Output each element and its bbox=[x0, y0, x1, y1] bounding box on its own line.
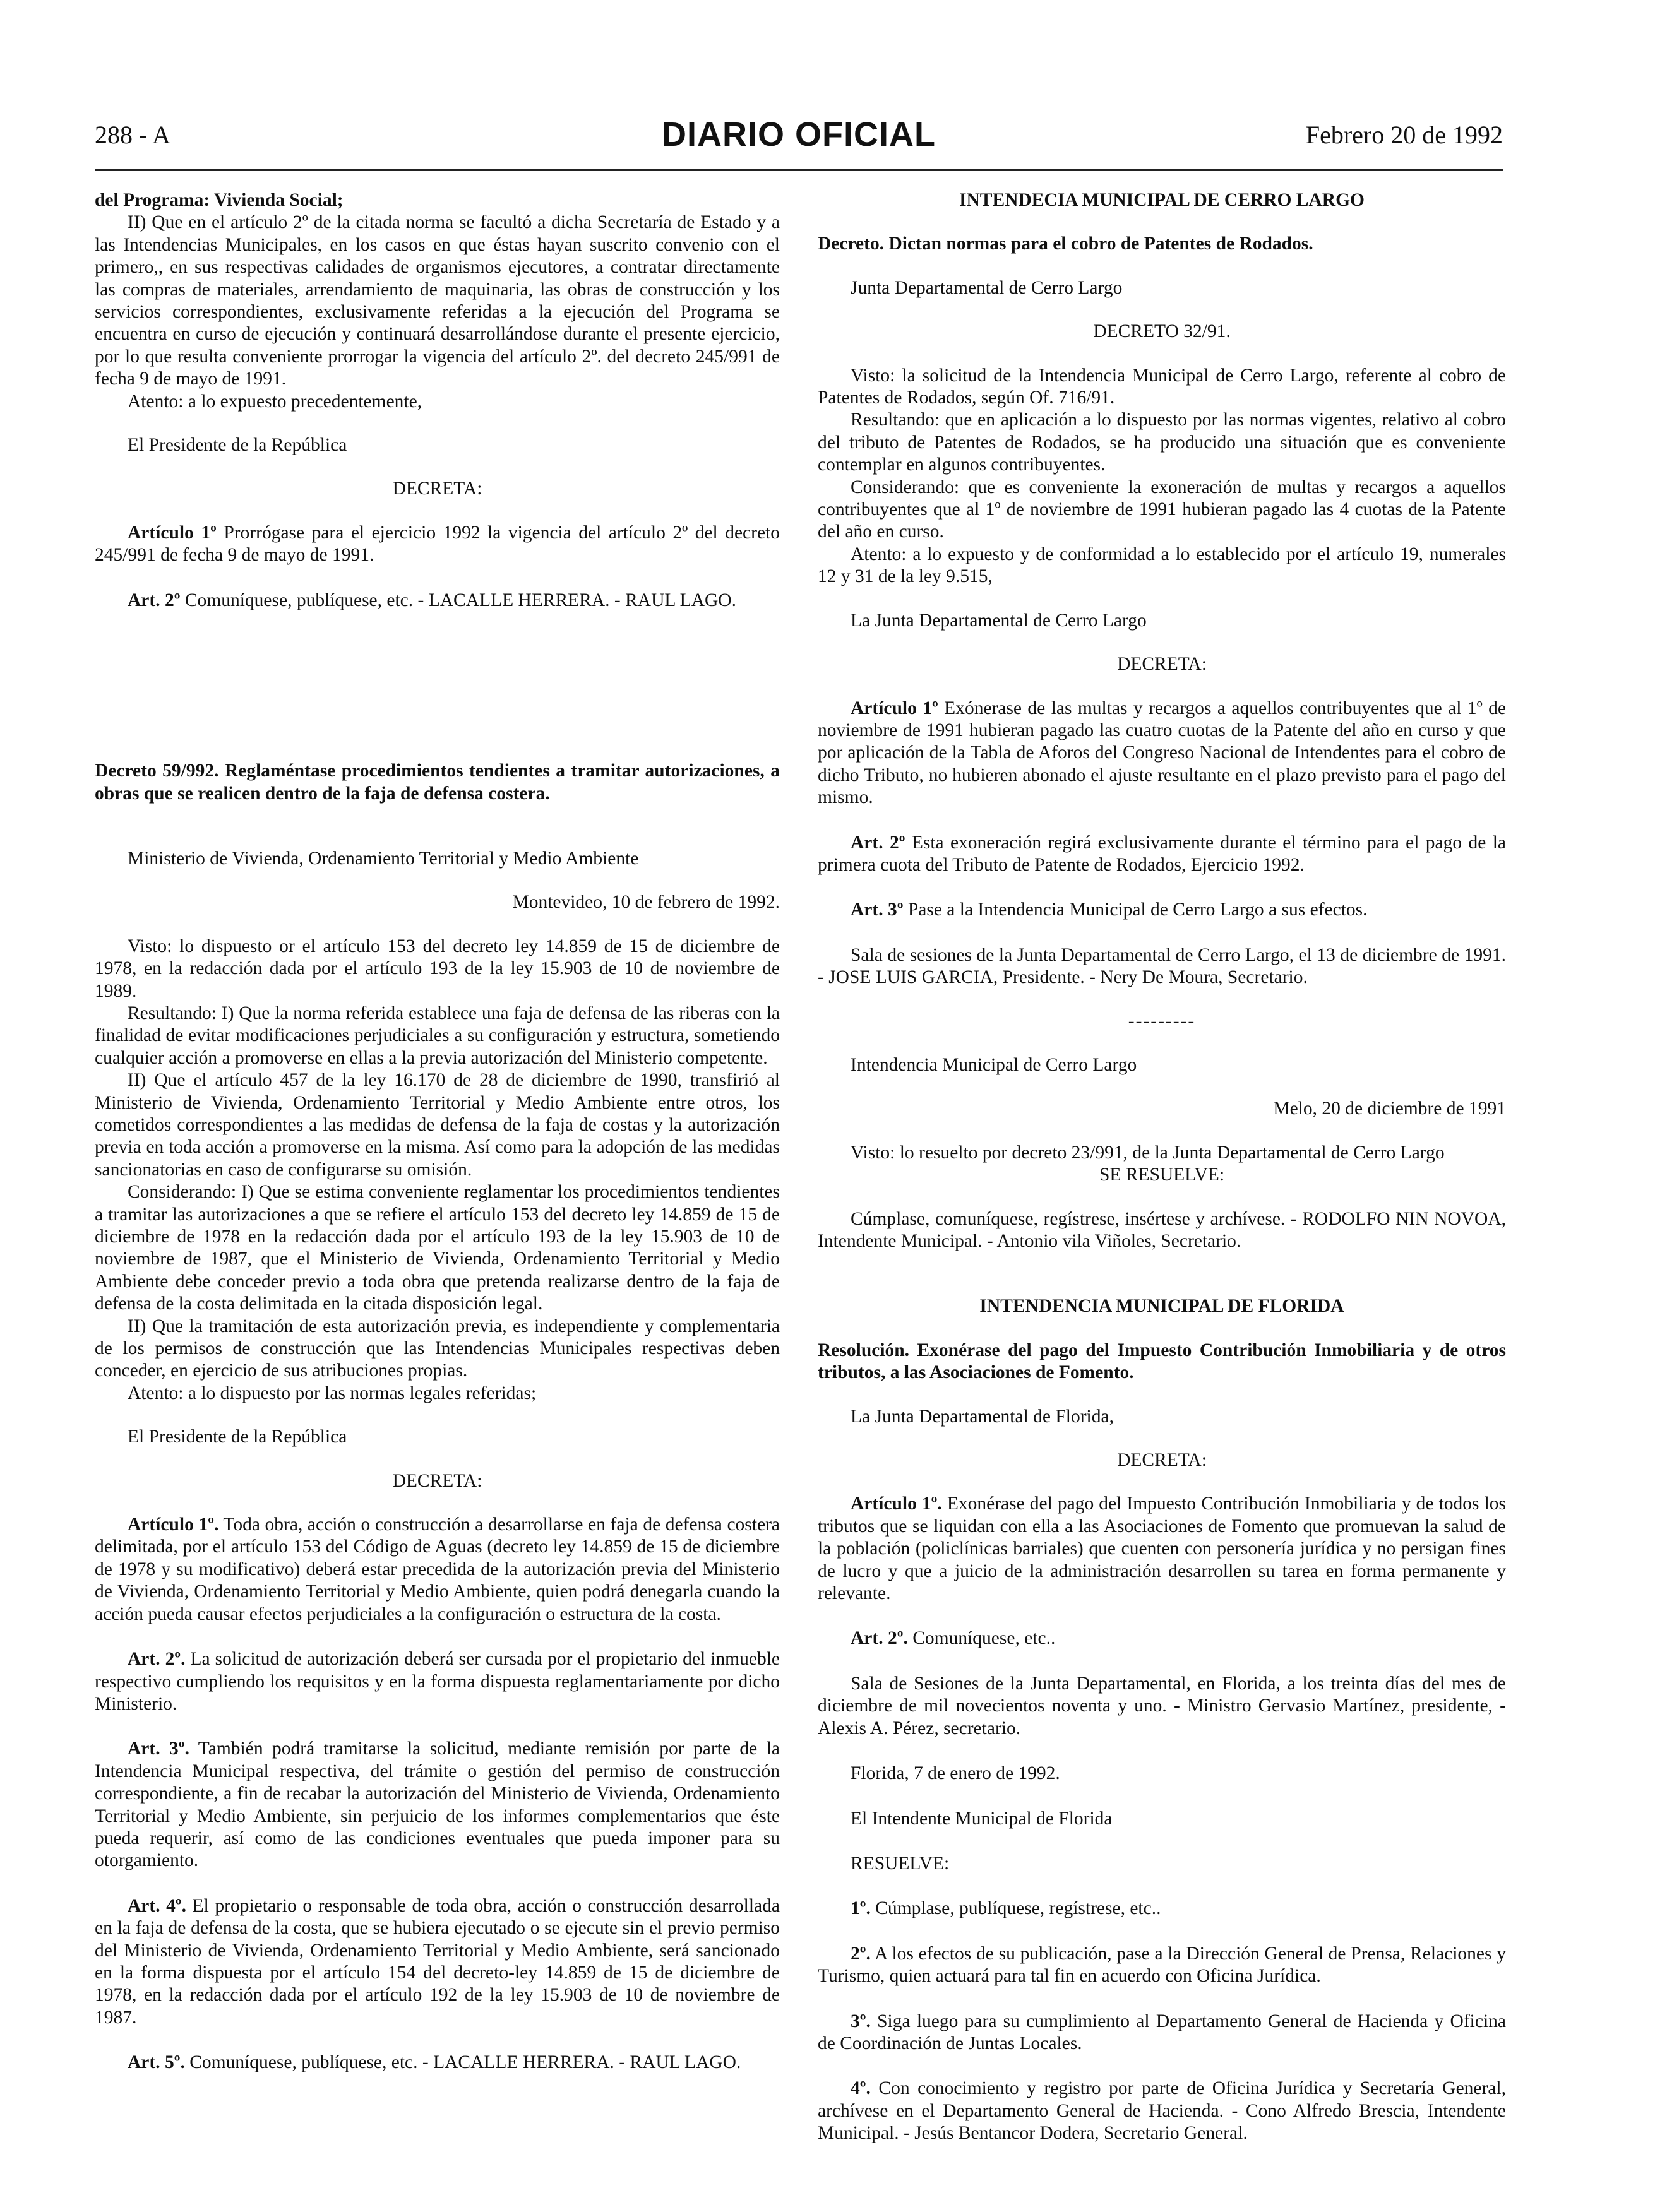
article-1 bbox=[95, 1514, 780, 1626]
decree-date: Melo, 20 de diciembre de 1991 bbox=[1273, 1098, 1506, 1119]
article-label: Artículo 1º bbox=[128, 522, 217, 543]
spacer bbox=[95, 501, 780, 522]
article-label: Art. 3º. bbox=[128, 1739, 189, 1759]
page-header bbox=[95, 116, 1503, 164]
resuelve-heading: RESUELVE: bbox=[851, 1853, 950, 1874]
article-text: También podrá tramitarse la solicitud, mediante remisión por parte de la Intendencia Municipal respectiva, del trámite o gestión del permiso de construcción correspondiente, a fin de recabar la autorización del Ministerio de Vivienda, Ordenamiento Territorial y Medio Ambiente, sin perjuicio de los informes complementarios que éste pueda requerir, así como de las condiciones eventuales que pueda imponer para su otorgamiento. bbox=[95, 1739, 780, 1871]
resolution-item-4 bbox=[818, 2078, 1506, 2144]
paragraph: Visto: la solicitud de la Intendencia Municipal de Cerro Largo, referente al cobro de Patentes de Rodados, según Of. 716/91. bbox=[818, 365, 1506, 408]
decree-title: Decreto 59/992. Reglaméntase procedimientos tendientes a tramitar autorizaciones, a obras que se realicen dentro de la faja de defensa costera. bbox=[95, 761, 780, 804]
article-3 bbox=[95, 1738, 780, 1872]
article-5 bbox=[95, 2052, 780, 2074]
article-label: Art. 2º. bbox=[851, 1628, 908, 1649]
resuelve-heading: SE RESUELVE: bbox=[1099, 1165, 1225, 1186]
paragraph: Visto: lo resuelto por decreto 23/991, de la Junta Departamental de Cerro Largo bbox=[851, 1142, 1445, 1163]
article-text: Exonérase del pago del Impuesto Contribución Inmobiliaria y de todos los tributos que se liquidan con ella a las Asociaciones de Fomento que promuevan la salud de la población (policlínicas barriales) que cuenten con personería jurídica y no persigan fines de lucro y que a juicio de la administración desarrollen su tarea en forma permanente y relevante. bbox=[818, 1494, 1506, 1604]
article-text: Comuníquese, publíquese, etc. - LACALLE HERRERA. - RAUL LAGO. bbox=[184, 590, 736, 610]
spacer bbox=[818, 676, 1506, 698]
article-text: Comuníquese, publíquese, etc. - LACALLE HERRERA. - RAUL LAGO. bbox=[189, 2052, 741, 2073]
decreta-heading: DECRETA: bbox=[1117, 654, 1207, 675]
paragraph: Sala de sesiones de la Junta Departamental de Cerro Largo, el 13 de diciembre de 1991. - JOSE LUIS GARCIA, Presidente. - Nery De Moura, Secretario. bbox=[818, 944, 1506, 988]
resolution-title: Resolución. Exonérase del pago del Impuesto Contribución Inmobiliaria y de otros tributos, a las Asociaciones de Fomento. bbox=[818, 1340, 1506, 1383]
decreta-heading: DECRETA: bbox=[392, 1470, 482, 1491]
ministry-name: Ministerio de Vivienda, Ordenamiento Territorial y Medio Ambiente bbox=[128, 848, 639, 869]
paragraph: Visto: lo dispuesto or el artículo 153 del decreto ley 14.859 de 15 de diciembre de 1978, en la redacción dada por el artículo 193 de la ley 15.903 de 10 de noviembre de 1989. bbox=[95, 936, 780, 1001]
paragraph: Resultando: I) Que la norma referida establece una faja de defensa de las riberas con la finalidad de evitar modificaciones perjudiciales a su configuración y estructura, sometiendo cualquier acción a promoverse en ellas a la previa autorización del Ministerio competente. bbox=[95, 1002, 780, 1068]
paragraph: Junta Departamental de Cerro Largo bbox=[851, 277, 1123, 298]
paragraph: El Presidente de la República bbox=[128, 1427, 347, 1448]
article-1 bbox=[818, 698, 1506, 809]
paragraph: Considerando: I) Que se estima conveniente reglamentar los procedimientos tendientes a tramitar las autorizaciones a que se refiere el artículo 153 del decreto ley 14.859 de 15 de diciembre de 1978 en la redacción dada por el artículo 193 de la ley 15.903 de 10 de noviembre de 1987, que el Ministerio de Vivienda, Ordenamiento Territorial y Medio Ambiente debe conceder previo a toda obra que pretenda realizarse dentro de la faja de defensa de la costa delimitada en la citada disposición legal. bbox=[95, 1182, 780, 1314]
item-text: Con conocimiento y registro por parte de Oficina Jurídica y Secretaría General, archívese en el Departamento General de Hacienda. - Cono Alfredo Brescia, Intendente Municipal. - Jesús Bentancor Dodera, Secretario General. bbox=[818, 2078, 1506, 2144]
paragraph: El Presidente de la República bbox=[128, 435, 347, 456]
spacer bbox=[95, 612, 780, 760]
header-rule bbox=[95, 169, 1503, 171]
paragraph: Atento: a lo expuesto precedentemente, bbox=[128, 391, 422, 412]
article-label: Art. 2º bbox=[128, 590, 181, 610]
article-label: Art. 4º. bbox=[128, 1895, 187, 1916]
paragraph: Intendencia Municipal de Cerro Largo bbox=[851, 1054, 1137, 1075]
spacer bbox=[818, 1121, 1506, 1142]
spacer bbox=[818, 1472, 1506, 1493]
paragraph: La Junta Departamental de Florida, bbox=[851, 1406, 1114, 1427]
article-label: Art. 2º bbox=[851, 832, 905, 853]
spacer bbox=[95, 456, 780, 478]
spacer bbox=[818, 1318, 1506, 1340]
spacer bbox=[818, 299, 1506, 321]
spacer bbox=[818, 1428, 1506, 1449]
spacer bbox=[818, 588, 1506, 610]
article-2 bbox=[818, 1627, 1506, 1650]
spacer bbox=[95, 1449, 780, 1470]
decreta-heading: DECRETA: bbox=[1117, 1450, 1207, 1471]
paragraph: II) Que la tramitación de esta autorización previa, es independiente y complementaria de los permisos de construcción que las Intendencias Municipales respectivas deben conceder, en ejercicio de sus atribuciones propias. bbox=[95, 1316, 780, 1381]
article-2 bbox=[95, 1648, 780, 1715]
article-2 bbox=[95, 590, 780, 612]
decree-date: Montevideo, 10 de febrero de 1992. bbox=[512, 892, 780, 913]
decree-number: DECRETO 32/91. bbox=[1093, 321, 1231, 342]
spacer bbox=[95, 413, 780, 434]
article-1 bbox=[818, 1493, 1506, 1605]
article-1 bbox=[95, 522, 780, 567]
publication-title: DIARIO OFICIAL bbox=[662, 116, 936, 153]
article-text: Toda obra, acción o construcción a desarrollarse en faja de defensa costera delimitada, por el artículo 153 del Código de Aguas (decreto ley 14.859 de 15 de diciembre de 1978 y su modificativo) deberá estar precedida de la autorización previa del Ministerio de Vivienda, Ordenamiento Territorial y Medio Ambiente, quien podrá denegarla cuando la acción pueda causar efectos perjudiciales a la configuración o estructura de la costa. bbox=[95, 1514, 780, 1624]
separator: --------- bbox=[1128, 1011, 1196, 1032]
article-4 bbox=[95, 1895, 780, 2029]
article-label: Artículo 1º bbox=[851, 698, 938, 718]
right-column bbox=[818, 189, 1506, 2145]
spacer bbox=[95, 1492, 780, 1514]
issue-date: Febrero 20 de 1992 bbox=[1305, 121, 1503, 149]
paragraph: El Intendente Municipal de Florida bbox=[851, 1808, 1113, 1829]
paragraph: II) Que en el artículo 2º de la citada norma se facultó a dicha Secretaría de Estado y a las Intendencias Municipales, en los casos en que éstas hayan suscrito convenio con el primero,, en sus respectivas calidades de organismos ejecutores, a contratar directamente las compras de materiales, arrendamiento de maquinaria, las obras de construcción y los servicios correspondientes, exclusivamente referidas a la ejecución del Programa se encuentra en curso de ejecución y continuará desarrollándose durante el presente ejercicio, por lo que resulta conveniente prorrogar la vigencia del artículo 2º. del decreto 245/991 de fecha 9 de mayo de 1991. bbox=[95, 212, 780, 389]
spacer bbox=[818, 1076, 1506, 1098]
spacer bbox=[95, 805, 780, 848]
spacer bbox=[818, 1384, 1506, 1406]
paragraph: Resultando: que en aplicación a lo dispuesto por las normas vigentes, relativo al cobro del tributo de Patentes de Rodados, se ha producido una situación que es conveniente contemplar en algunos contribuyentes. bbox=[818, 410, 1506, 475]
spacer bbox=[818, 211, 1506, 233]
spacer bbox=[818, 1252, 1506, 1295]
article-label: Artículo 1º. bbox=[128, 1514, 219, 1535]
spacer bbox=[818, 1187, 1506, 1208]
spacer bbox=[818, 989, 1506, 1011]
article-label: Artículo 1º. bbox=[851, 1494, 942, 1514]
text-line: del Programa: Vivienda Social; bbox=[95, 190, 344, 210]
page-number: 288 - A bbox=[95, 121, 170, 149]
spacer bbox=[95, 1405, 780, 1426]
decree-date: Florida, 7 de enero de 1992. bbox=[851, 1763, 1060, 1784]
article-text: Comuníquese, etc.. bbox=[912, 1628, 1056, 1649]
spacer bbox=[818, 1033, 1506, 1054]
section-heading: INTENDENCIA MUNICIPAL DE FLORIDA bbox=[979, 1296, 1344, 1317]
item-text: A los efectos de su publicación, pase a la Dirección General de Prensa, Relaciones y Turismo, quien actuará para tal fin en acuerdo con Oficina Jurídica. bbox=[818, 1943, 1507, 1987]
section-heading: INTENDECIA MUNICIPAL DE CERRO LARGO bbox=[959, 190, 1365, 210]
item-label: 2º. bbox=[851, 1943, 871, 1964]
article-3 bbox=[818, 899, 1506, 921]
article-text: Prorrógase para el ejercicio 1992 la vigencia del artículo 2º del decreto 245/991 de fecha 9 de mayo de 1991. bbox=[95, 522, 780, 566]
resolution-item-1 bbox=[818, 1898, 1506, 1920]
resolution-item-2 bbox=[818, 1943, 1506, 1988]
spacer bbox=[818, 256, 1506, 277]
paragraph: II) Que el artículo 457 de la ley 16.170 de 28 de diciembre de 1990, transfirió al Ministerio de Vivienda, Ordenamiento Territorial y Medio Ambiente entre otros, los cometidos correspondientes a las medidas de defensa de la faja de costas y la autorización previa en toda acción a promoverse en la misma. Así como para la adopción de las medidas sancionatorias en caso de configurarse su omisión. bbox=[95, 1070, 780, 1180]
article-label: Art. 3º bbox=[851, 900, 904, 920]
decree-title: Decreto. Dictan normas para el cobro de Patentes de Rodados. bbox=[818, 234, 1313, 254]
article-text: Pase a la Intendencia Municipal de Cerro Largo a sus efectos. bbox=[907, 900, 1368, 920]
paragraph: Atento: a lo dispuesto por las normas legales referidas; bbox=[128, 1382, 537, 1403]
article-label: Art. 5º. bbox=[128, 2052, 185, 2073]
paragraph: Atento: a lo expuesto y de conformidad a lo establecido por el artículo 19, numerales 12 y 31 de la ley 9.515, bbox=[818, 544, 1506, 587]
spacer bbox=[818, 343, 1506, 365]
item-label: 4º. bbox=[851, 2078, 871, 2099]
paragraph: Cúmplase, comuníquese, regístrese, insértese y archívese. - RODOLFO NIN NOVOA, Intendente Municipal. - Antonio vila Viñoles, Secretario. bbox=[818, 1208, 1506, 1251]
item-text: Siga luego para su cumplimiento al Departamento General de Hacienda y Oficina de Coordinación de Juntas Locales. bbox=[818, 2011, 1507, 2054]
item-label: 3º. bbox=[851, 2011, 871, 2031]
article-text: Exónerase de las multas y recargos a aquellos contribuyentes que al 1º de noviembre de 1991 hubieran pagado las cuatro cuotas de la Patente del año en curso y que por aplicación de la Tabla de Aforos del Congreso Nacional de Intendentes para el cobro de dicho Tributo, no hubieren abonado el ajuste resultante en el plazo previsto para el pago del mismo. bbox=[818, 698, 1506, 808]
article-text: Esta exoneración regirá exclusivamente durante el término para el pago de la primera cuota del Tributo de Patente de Rodados, Ejercicio 1992. bbox=[818, 832, 1506, 875]
article-text: El propietario o responsable de toda obra, acción o construcción desarrollada en la faja de defensa de la costa, que se hubiera ejecutado o se ejecute sin el previo permiso del Ministerio de Vivienda, Ordenamiento Territorial y Medio Ambiente, será sancionado en la forma dispuesta por el artículo 154 del decreto-ley 14.859 de 15 de diciembre de 1978, en la redacción dada por el artículo 192 de la ley 15.903 de 10 de noviembre de 1987. bbox=[95, 1895, 780, 2028]
spacer bbox=[95, 870, 780, 891]
article-label: Art. 2º. bbox=[128, 1649, 186, 1670]
item-text: Cúmplase, publíquese, regístrese, etc.. bbox=[875, 1898, 1161, 1919]
left-column bbox=[95, 189, 780, 2074]
paragraph: La Junta Departamental de Cerro Largo bbox=[851, 610, 1147, 631]
article-2 bbox=[818, 832, 1506, 877]
paragraph: Sala de Sesiones de la Junta Departamental, en Florida, a los treinta días del mes de diciembre de mil novecientos noventa y uno. - Ministro Gervasio Martínez, presidente, - Alexis A. Pérez, secretario. bbox=[818, 1673, 1506, 1739]
spacer bbox=[95, 914, 780, 936]
decreta-heading: DECRETA: bbox=[392, 479, 482, 499]
article-text: La solicitud de autorización deberá ser cursada por el propietario del inmueble respectivo cumpliendo los requisitos y en la forma dispuesta reglamentariamente por dicho Ministerio. bbox=[95, 1649, 780, 1714]
resolution-item-3 bbox=[818, 2011, 1506, 2055]
spacer bbox=[818, 632, 1506, 653]
item-label: 1º. bbox=[851, 1898, 871, 1919]
paragraph: Considerando: que es conveniente la exoneración de multas y recargos a aquellos contribuyentes que al 1º de noviembre de 1991 hubieran pagado las 4 cuotas de la Patente del año en curso. bbox=[818, 477, 1506, 542]
